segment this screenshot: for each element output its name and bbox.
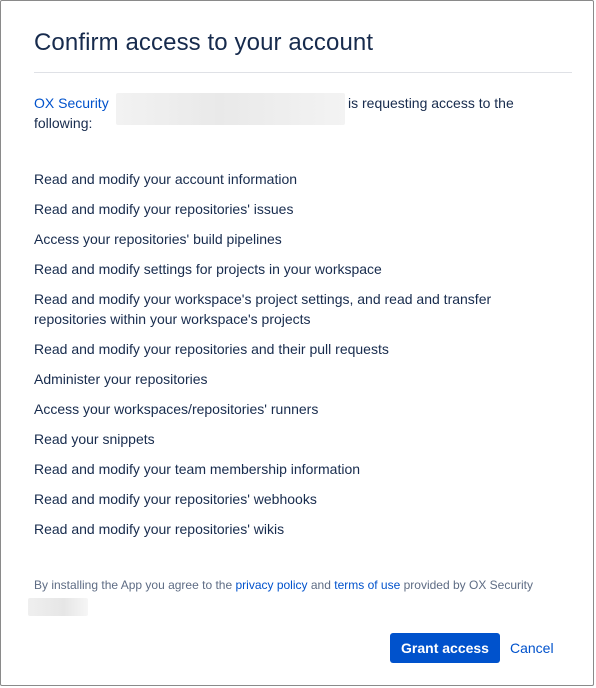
request-text: is requesting access to the (348, 95, 514, 111)
terms-of-use-link[interactable]: terms of use (334, 578, 401, 592)
permission-item: Read and modify your team membership information (34, 461, 361, 477)
request-text-following: following: (34, 115, 93, 131)
permission-item: Read your snippets (34, 431, 155, 447)
cancel-link[interactable]: Cancel (510, 640, 554, 656)
terms-and: and (310, 578, 331, 592)
permissions-list (34, 169, 564, 549)
redacted-user-info (116, 93, 345, 125)
redacted-vendor-info (28, 598, 88, 616)
title-divider (34, 72, 572, 73)
app-name-link[interactable]: OX Security (34, 95, 109, 111)
permission-item: Read and modify your repositories and their pull requests (34, 341, 389, 357)
permission-item: Read and modify your repositories' webhooks (34, 491, 317, 507)
permission-item: Read and modify your account information (34, 171, 298, 187)
terms-suffix: provided by OX Security (403, 578, 534, 592)
permission-item: Access your repositories' build pipelines (34, 231, 282, 247)
permission-item: Administer your repositories (34, 371, 208, 387)
grant-access-button[interactable]: Grant access (390, 633, 500, 663)
permission-item: Read and modify your workspace's project settings, and read and transfer repositories within your workspace's projects (34, 291, 492, 327)
privacy-policy-link[interactable]: privacy policy (235, 578, 308, 592)
terms-prefix: By installing the App you agree to the (34, 578, 233, 592)
permission-item: Read and modify your repositories' wikis (34, 521, 285, 537)
permission-item: Read and modify your repositories' issues (34, 201, 294, 217)
permission-item: Access your workspaces/repositories' runners (34, 401, 319, 417)
permission-item: Read and modify settings for projects in your workspace (34, 261, 382, 277)
dialog-title: Confirm access to your account (34, 29, 374, 56)
terms-notice (34, 577, 574, 593)
